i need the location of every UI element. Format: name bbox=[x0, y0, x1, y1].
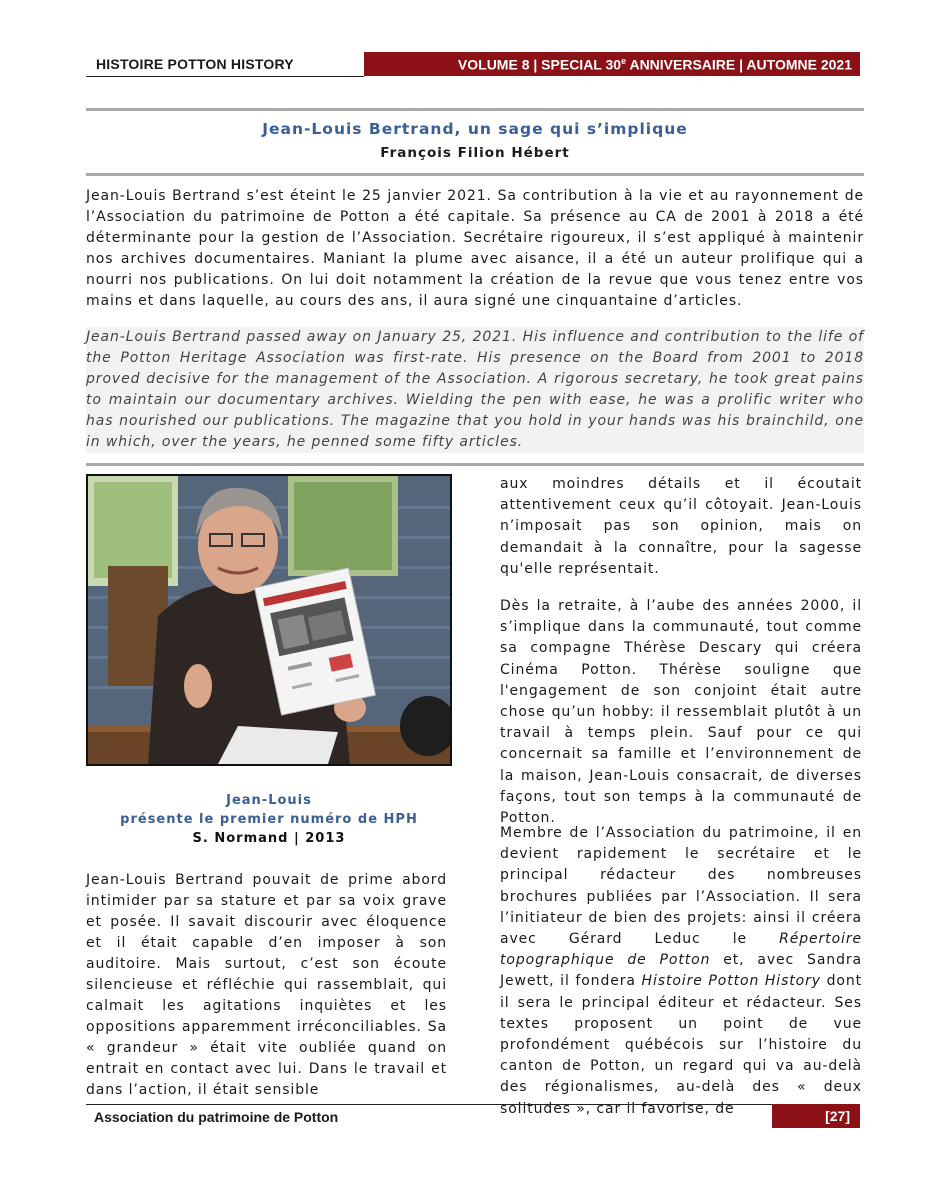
running-header-left bbox=[86, 52, 364, 77]
portrait-photo bbox=[86, 474, 452, 766]
issue-info bbox=[458, 56, 852, 73]
article-author: François Filion Hébert bbox=[380, 145, 570, 161]
caption-credit: S. Normand | 2013 bbox=[192, 831, 346, 846]
issue-info-part2: ANNIVERSAIRE | AUTOMNE 2021 bbox=[626, 56, 852, 73]
para3-title-hph: Histoire Potton History bbox=[641, 973, 821, 990]
body-right-para-1: aux moindres détails et il écoutait attentivement ceux qu’il côtoyait. Jean-Louis n’imposait pas son opinion, mais on demandait à la connaître, pour la sagesse qu'elle représentait. bbox=[500, 476, 862, 577]
running-header-right bbox=[364, 52, 860, 76]
body-left-column: Jean-Louis Bertrand pouvait de prime abord intimider par sa stature et par sa voix grave et posée. Il savait discourir avec éloquence et il était capable d’en imposer à son auditoire. Mais surtout, c’est son écoute silencieuse et réfléchie qui rassemblait, qui calmait les agitations inquiètes et les oppositions apparemment irréconciliables. Sa « grandeur » était vite oubliée quand on entrait en contact avec lui. Dans le travail et dans l’action, il était sensible bbox=[86, 872, 447, 1098]
intro-french: Jean-Louis Bertrand s’est éteint le 25 janvier 2021. Sa contribution à la vie et au rayonnement de l’Association du patrimoine de Potton a été capitale. Sa présence au CA de 2001 à 2018 a été déterminante pour la gestion de l’Association. Secrétaire rigoureux, il s’est appliqué à maintenir nos archives documentaires. Maniant la plume avec aisance, il a été un auteur prolifique qui a nourri nos publications. On lui doit notamment la création de la revue que vous tenez entre vos mains et dans laquelle, au cours des ans, il aura signé une cinquantaine d’articles. bbox=[86, 188, 864, 309]
footer-page-box bbox=[772, 1104, 860, 1128]
para3-text-a: Membre de l’Association du patrimoine, il en devient rapidement le secrétaire et le principal rédacteur des nombreuses brochures publiées par l’Association. Il sera l’initiateur de bien des projets: ainsi il créera avec Gérard Leduc le bbox=[500, 825, 862, 948]
issue-info-part1: VOLUME 8 | SPECIAL 30 bbox=[457, 56, 622, 73]
caption-subject: Jean-Louis bbox=[226, 793, 312, 808]
divider-top bbox=[86, 108, 864, 111]
para3-title-repertoire: Répertoire topographique de Potton bbox=[500, 931, 862, 969]
divider-under-title bbox=[86, 173, 864, 176]
body-right-para-2: Dès la retraite, à l’aube des années 2000, il s’implique dans la communauté, tout comme sa compagne Thérèse Descary qui créera Cinéma Potton. Thérèse souligne que l'engagement de son conjoint était autre chose qu’un hobby: il ressemblait plutôt à un travail à temps plein. Sauf pour ce qui concernait sa famille et l’environnement de la maison, Jean-Louis consacrait, de diverses façons, tout son temps à la communauté de Potton. bbox=[500, 598, 862, 827]
para3-text-b: et, avec Sandra Jewett, il fondera bbox=[500, 952, 863, 990]
intro-english: Jean-Louis Bertrand passed away on January 25, 2021. His influence and contribution to the life of the Potton Heritage Association was first-rate. His presence on the Board from 2001 to 2018 proved decisive for the management of the Association. A rigorous secretary, he took great pains to maintain our documentary archives. Wielding the pen with ease, he was a prolific writer who has nourished our publications. The magazine that you hold in your hands was his brainchild, one in which, over the years, he penned some fifty articles. bbox=[86, 327, 864, 453]
publication-title: HISTOIRE POTTON HISTORY bbox=[96, 56, 294, 72]
portrait-photo-illustration bbox=[88, 476, 450, 764]
footer-association: Association du patrimoine de Potton bbox=[94, 1109, 339, 1125]
caption-description: présente le premier numéro de HPH bbox=[120, 812, 418, 827]
page-number: [27] bbox=[825, 1108, 850, 1124]
footer-left bbox=[86, 1104, 772, 1129]
para3-text-c: dont il sera le principal éditeur et rédacteur. Ses textes proposent un point de vue profondément québécois sur l’histoire du canton de Potton, un regard qui va au-delà des régionalismes, au-delà des « deux solitudes », car il favorise, de bbox=[500, 973, 863, 1117]
photo-caption bbox=[86, 791, 452, 848]
article-title: Jean-Louis Bertrand, un sage qui s’implique bbox=[262, 120, 688, 138]
body-right-para-3 bbox=[500, 823, 862, 1120]
issue-info-sup: e bbox=[621, 56, 627, 66]
divider-under-intro bbox=[86, 463, 864, 466]
